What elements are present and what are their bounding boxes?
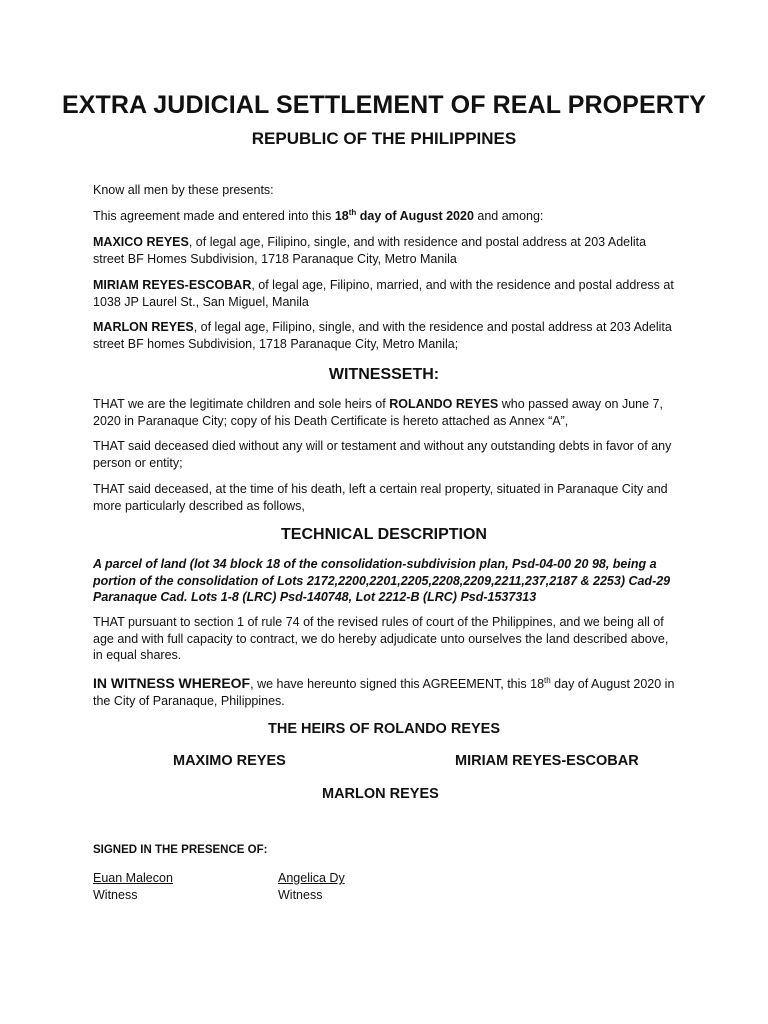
deceased-name: ROLANDO REYES <box>389 397 499 411</box>
technical-description-text: A parcel of land (lot 34 block 18 of the consolidation-subdivision plan, Psd-04-00 20 98, being a portion of the consolidation of Lots 2172,2200,2201,2205,2208,2209,2211,237,2187 & 2253) Cad-29 Paranaque Cad. Lots 1-8 (LRC) Psd-140748, Lot 2212-B (LRC) Psd-1537313 <box>93 557 671 604</box>
party-details: , of legal age, Filipino, single, and with residence and postal address at 203 Adelita street BF Homes Subdivision, 1718 Paranaque City, Metro Manila <box>93 235 647 266</box>
party-name: MAXICO REYES <box>93 235 189 249</box>
witness-role: Witness <box>278 887 323 902</box>
agreement-suffix: and among: <box>473 209 544 223</box>
document-subtitle: REPUBLIC OF THE PHILIPPINES <box>251 129 517 148</box>
party-3 <box>93 319 678 352</box>
signed-presence-label: SIGNED IN THE PRESENCE OF: <box>93 844 268 856</box>
witnesseth-paragraph-1: THAT we are the legitimate children and sole heirs of ROLANDO REYES who passed away on June 7, 2020 in Paranaque City; copy of his Death Certificate is hereto attached as Annex “A”, <box>93 397 663 428</box>
technical-description-heading: TECHNICAL DESCRIPTION <box>281 526 487 543</box>
witness-2 <box>278 870 438 903</box>
agreement-line <box>93 208 678 225</box>
agreement-day: 18th day of August 2020 <box>334 207 474 223</box>
document-title: EXTRA JUDICIAL SETTLEMENT OF REAL PROPERTY <box>61 91 707 119</box>
witnesseth-heading: WITNESSETH: <box>328 366 440 383</box>
intro-line: Know all men by these presents: <box>93 183 274 197</box>
party-name: MARLON REYES <box>93 320 194 334</box>
signer-marlon: MARLON REYES <box>322 786 439 802</box>
party-details: , of legal age, Filipino, single, and with the residence and postal address at 203 Adelita street BF homes Subdivision, 1718 Paranaque City, Metro Manila; <box>93 320 672 351</box>
agreement-prefix: This agreement made and entered into this <box>93 209 335 223</box>
party-1 <box>93 234 678 267</box>
signer-maximo: MAXIMO REYES <box>173 753 286 769</box>
party-details: , of legal age, Filipino, married, and with the residence and postal address at 1038 JP Laurel St., San Miguel, Manila <box>93 278 674 309</box>
witness-role: Witness <box>93 887 138 902</box>
witnesseth-paragraph-3: THAT said deceased, at the time of his death, left a certain real property, situated in Paranaque City and more particularly described as follows, <box>93 482 668 513</box>
in-witness-lead: IN WITNESS WHEREOF <box>93 675 251 691</box>
adjudication-paragraph: THAT pursuant to section 1 of rule 74 of the revised rules of court of the Philippines, and we being all of age and with full capacity to contract, we do hereby adjudicate unto ourselves the land described above, in equal shares. <box>93 615 669 662</box>
party-2 <box>93 277 678 310</box>
party-name: MIRIAM REYES-ESCOBAR <box>93 278 252 292</box>
witness-1 <box>93 870 253 903</box>
signer-miriam: MIRIAM REYES-ESCOBAR <box>455 753 639 769</box>
witness-name: Angelica Dy <box>278 871 345 885</box>
heirs-heading: THE HEIRS OF ROLANDO REYES <box>267 721 501 737</box>
witnesseth-paragraph-2: THAT said deceased died without any will or testament and without any outstanding debts in favor of any person or entity; <box>93 439 672 470</box>
witness-name: Euan Malecon <box>93 871 173 885</box>
in-witness-paragraph: IN WITNESS WHEREOF, we have hereunto signed this AGREEMENT, this 18th day of August 2020 in the City of Paranaque, Philippines. <box>93 675 675 708</box>
